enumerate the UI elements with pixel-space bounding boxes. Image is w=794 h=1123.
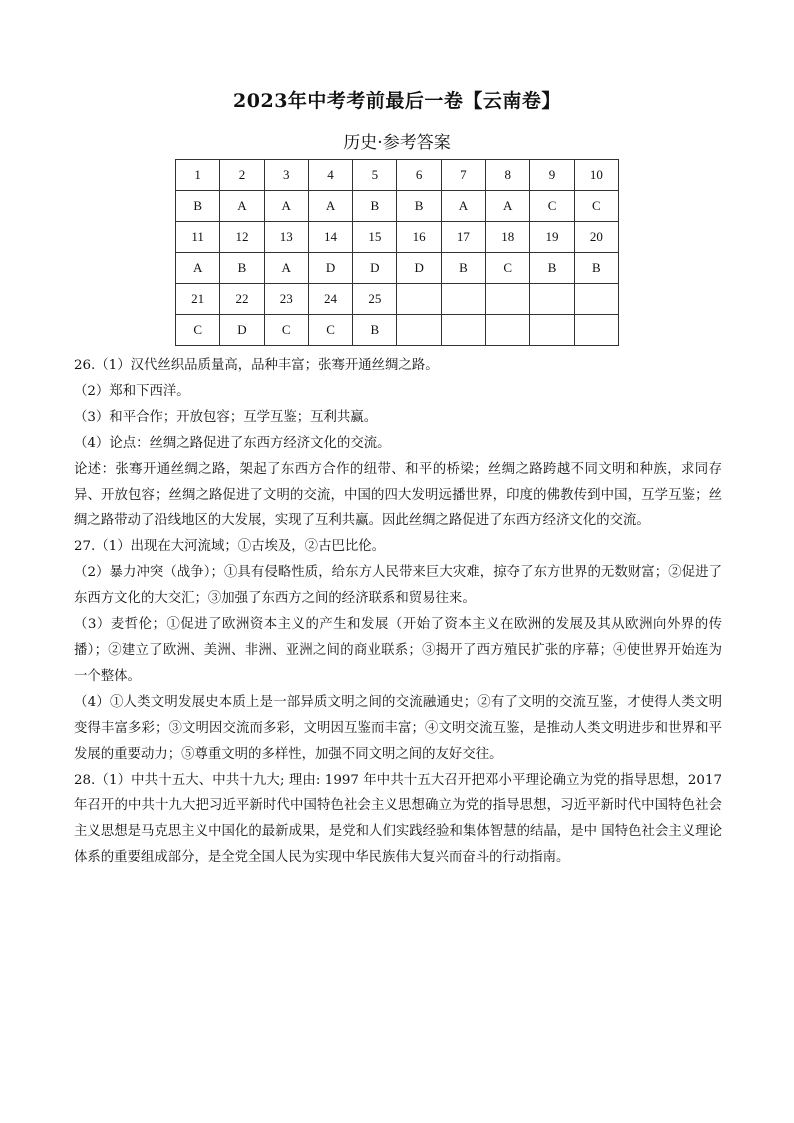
- answer-cell: B: [397, 191, 441, 222]
- answer-paragraph: （4）①人类文明发展史本质上是一部异质文明之间的交流融通史；②有了文明的交流互鉴，才使得人类文明变得丰富多彩；③文明因交流而多彩，文明因互鉴而丰富；④文明交流互鉴，是推动人类文明进步和世界和平发展的重要动力；⑤尊重文明的多样性，加强不同文明之间的友好交往。: [74, 694, 722, 762]
- answer-paragraph: （2）郑和下西洋。: [74, 383, 190, 399]
- question-number-cell: 7: [441, 160, 485, 191]
- answer-explanations: [74, 353, 722, 871]
- answer-cell: A: [176, 253, 220, 284]
- question-number-cell: 24: [308, 284, 352, 315]
- answer-cell: A: [441, 191, 485, 222]
- question-number-cell: 6: [397, 160, 441, 191]
- answer-cell: B: [353, 315, 397, 346]
- empty-cell: [486, 284, 530, 315]
- answer-cell: A: [220, 191, 264, 222]
- question-number-cell: 11: [176, 222, 220, 253]
- question-number-cell: 10: [574, 160, 618, 191]
- question-number-cell: 13: [264, 222, 308, 253]
- empty-cell: [574, 284, 618, 315]
- answer-cell: B: [530, 253, 574, 284]
- question-number-cell: 20: [574, 222, 618, 253]
- answer-cell: C: [530, 191, 574, 222]
- question-number-cell: 25: [353, 284, 397, 315]
- table-row: [176, 253, 619, 284]
- answer-paragraph: （4）论点：丝绸之路促进了东西方经济文化的交流。: [74, 435, 391, 451]
- question-number-cell: 1: [176, 160, 220, 191]
- table-row: [176, 191, 619, 222]
- question-number-cell: 8: [486, 160, 530, 191]
- answer-cell: C: [264, 315, 308, 346]
- question-number-cell: 9: [530, 160, 574, 191]
- answer-paragraph: 论述：张骞开通丝绸之路，架起了东西方合作的纽带、和平的桥梁；丝绸之路跨越不同文明和种族，求同存异、开放包容；丝绸之路促进了文明的交流，中国的四大发明远播世界，印度的佛教传到中国，互学互鉴；丝绸之路带动了沿线地区的大发展，实现了互利共赢。因此丝绸之路促进了东西方经济文化的交流。: [74, 461, 722, 529]
- table-row: [176, 222, 619, 253]
- answer-paragraph: （2）暴力冲突（战争）；①具有侵略性质，给东方人民带来巨大灾难，掠夺了东方世界的无数财富；②促进了东西方文化的大交汇；③加强了东西方之间的经济联系和贸易往来。: [74, 565, 722, 607]
- answer-cell: C: [176, 315, 220, 346]
- empty-cell: [397, 315, 441, 346]
- answer-cell: A: [308, 191, 352, 222]
- question-number-cell: 15: [353, 222, 397, 253]
- answer-cell: A: [486, 191, 530, 222]
- answer-cell: D: [397, 253, 441, 284]
- answer-paragraph: （3）和平合作；开放包容；互学互鉴；互利共赢。: [74, 409, 378, 425]
- answer-cell: D: [308, 253, 352, 284]
- question-number-cell: 23: [264, 284, 308, 315]
- page-subtitle: 历史·参考答案: [343, 133, 451, 153]
- question-number-cell: 5: [353, 160, 397, 191]
- table-row: [176, 160, 619, 191]
- table-row: [176, 315, 619, 346]
- answer-paragraph: 26.（1）汉代丝织品质量高，品种丰富；张骞开通丝绸之路。: [74, 358, 439, 373]
- question-number-cell: 18: [486, 222, 530, 253]
- answer-cell: D: [220, 315, 264, 346]
- empty-cell: [574, 315, 618, 346]
- question-number-cell: 14: [308, 222, 352, 253]
- answer-cell: C: [486, 253, 530, 284]
- answer-paragraph: 28.（1）中共十五大、中共十九大; 理由: 1997 年中共十五大召开把邓小平理论确立为党的指导思想，2017 年召开的中共十九大把习近平新时代中国特色社会主义思想确立为党的指导思想，习近平新时代中国特色社会主义思想是马克思主义中国化的最新成果，是党和人们实践经验和集体智慧的结晶，是中 国特色社会主义理论体系的重要组成部分，是全党全国人民为实现中华民族伟大复兴而奋斗的行动指南。: [74, 772, 722, 866]
- empty-cell: [441, 315, 485, 346]
- question-number-cell: 4: [308, 160, 352, 191]
- question-number-cell: 12: [220, 222, 264, 253]
- empty-cell: [486, 315, 530, 346]
- answer-cell: B: [353, 191, 397, 222]
- question-number-cell: 21: [176, 284, 220, 315]
- answer-cell: B: [574, 253, 618, 284]
- answer-cell: B: [441, 253, 485, 284]
- answer-cell: C: [308, 315, 352, 346]
- empty-cell: [397, 284, 441, 315]
- answer-cell: B: [220, 253, 264, 284]
- empty-cell: [530, 315, 574, 346]
- page-title: 2023年中考考前最后一卷【云南卷】: [233, 90, 561, 112]
- answer-cell: D: [353, 253, 397, 284]
- answer-cell: A: [264, 253, 308, 284]
- answer-paragraph: 27.（1）出现在大河流域；①古埃及，②古巴比伦。: [74, 539, 386, 555]
- empty-cell: [441, 284, 485, 315]
- answer-cell: C: [574, 191, 618, 222]
- question-number-cell: 3: [264, 160, 308, 191]
- answer-cell: A: [264, 191, 308, 222]
- answer-table: [175, 159, 619, 346]
- question-number-cell: 17: [441, 222, 485, 253]
- answer-paragraph: （3）麦哲伦；①促进了欧洲资本主义的产生和发展（开始了资本主义在欧洲的发展及其从欧洲向外界的传播）；②建立了欧洲、美洲、非洲、亚洲之间的商业联系；③揭开了西方殖民扩张的序幕；④使世界开始连为一个整体。: [74, 617, 722, 684]
- answer-cell: B: [176, 191, 220, 222]
- empty-cell: [530, 284, 574, 315]
- question-number-cell: 16: [397, 222, 441, 253]
- question-number-cell: 22: [220, 284, 264, 315]
- question-number-cell: 2: [220, 160, 264, 191]
- question-number-cell: 19: [530, 222, 574, 253]
- table-row: [176, 284, 619, 315]
